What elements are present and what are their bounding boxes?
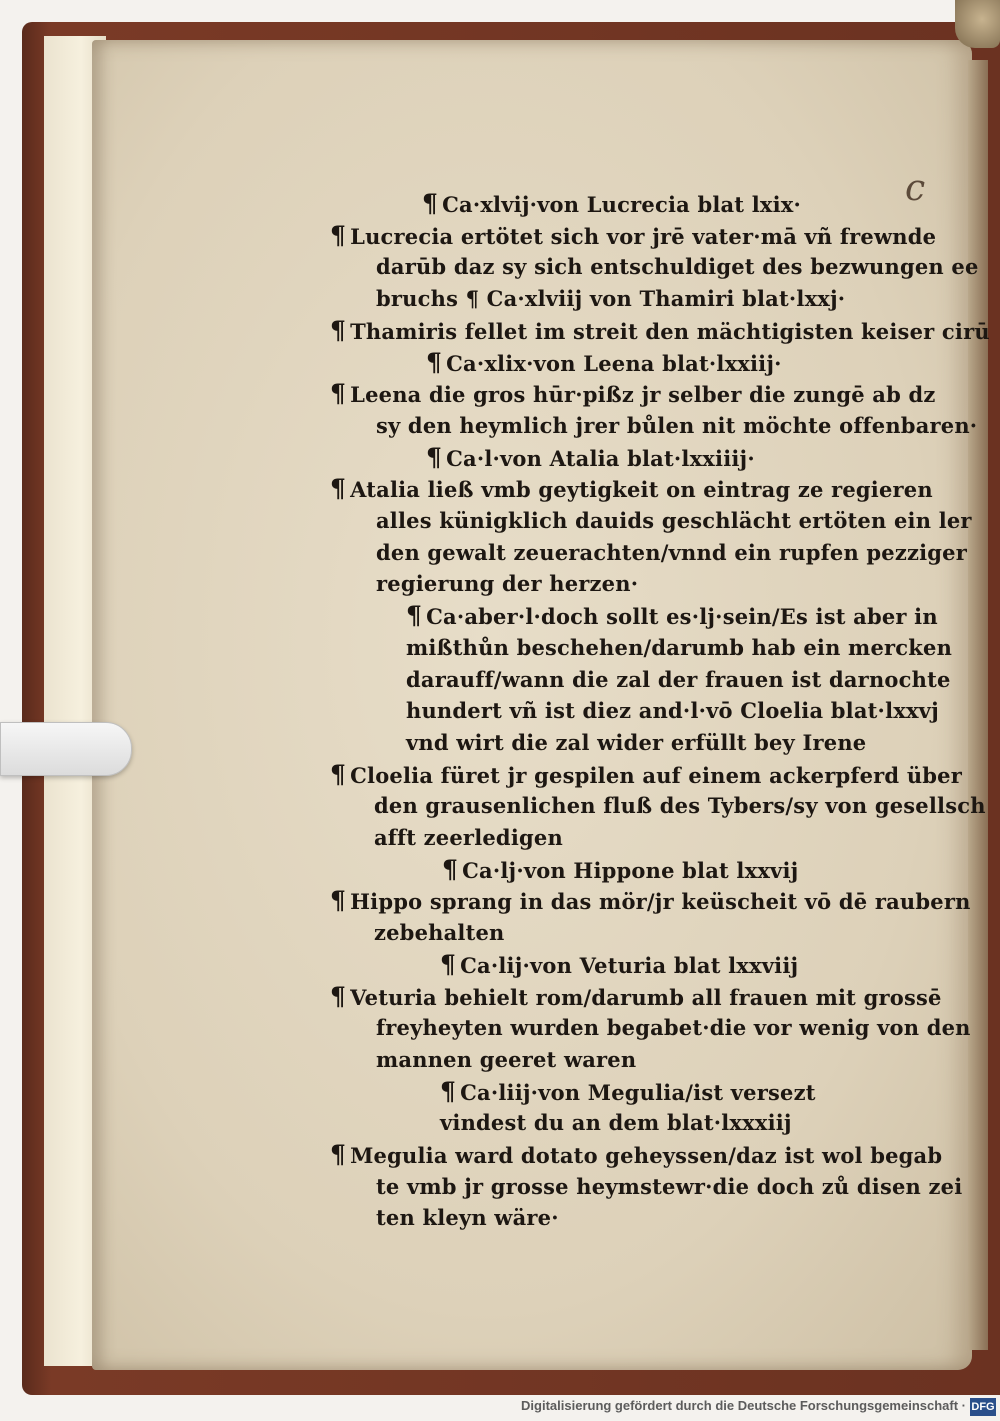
line-text: Ca·aber·l·doch sollt es·lj·sein/Es ist aber in [426, 604, 938, 630]
text-line [376, 507, 972, 534]
line-text: Atalia ließ vmb geytigkeit on eintrag ze regieren [350, 477, 933, 503]
line-text: Megulia ward dotato geheyssen/daz ist wol begab [350, 1143, 943, 1168]
line-text: vindest du an dem blat·lxxxiij [440, 1110, 792, 1136]
pilcrow-icon: ¶ [330, 981, 347, 1011]
text-line [330, 1141, 942, 1169]
pilcrow-icon: ¶ [442, 854, 459, 884]
line-text: Ca·liij·von Megulia/ist versezt [460, 1079, 816, 1105]
text-line [374, 919, 505, 946]
pilcrow-icon: ¶ [330, 886, 347, 916]
pilcrow-icon: ¶ [330, 379, 347, 409]
line-text: zebehalten [374, 920, 505, 946]
dfg-logo: DFG [970, 1398, 996, 1416]
text-line [376, 1173, 962, 1200]
text-line [374, 792, 986, 819]
text-line [376, 570, 638, 597]
line-text: Veturia behielt rom/darumb all frauen mit grossē [350, 984, 942, 1010]
text-line [406, 602, 938, 630]
line-text: Ca·xlvij·von Lucrecia blat lxix· [442, 192, 802, 217]
line-text: Lucrecia ertötet sich vor jrē vater·mā vñ frewnde [350, 223, 937, 249]
text-line [374, 824, 563, 851]
text-line [406, 729, 866, 756]
line-text: te vmb jr grosse heymstewr·die doch zů disen zei [376, 1173, 963, 1199]
text-line [440, 1109, 792, 1136]
pilcrow-icon: ¶ [422, 189, 439, 218]
pilcrow-icon: ¶ [330, 315, 347, 345]
line-text: alles künigklich dauids geschlächt ertöten ein ler [376, 508, 972, 533]
line-text: Cloelia füret jr gespilen auf einem ackerpferd über [350, 762, 962, 788]
pilcrow-icon: ¶ [440, 1076, 457, 1106]
text-line [330, 380, 935, 408]
pilcrow-icon: ¶ [440, 949, 457, 979]
text-line [376, 1204, 559, 1231]
line-text: Ca·lj·von Hippone blat lxxvij [462, 857, 799, 883]
line-text: Hippo sprang in das mör/jr keüscheit vō dē raubern [350, 889, 971, 915]
text-line [330, 983, 942, 1011]
footer-bar [0, 1395, 1000, 1421]
line-text: Leena die gros hūr·pißz jr selber die zungē ab dz [350, 382, 936, 408]
line-text: regierung der herzen· [376, 571, 639, 597]
pilcrow-icon: ¶ [330, 220, 347, 250]
book-tie [955, 0, 1000, 48]
text-line [440, 951, 798, 979]
line-text: Thamiris fellet im streit den mächtigisten keiser cirū [350, 318, 990, 344]
text-line [442, 856, 798, 884]
pilcrow-icon: ¶ [406, 601, 423, 631]
line-text: sy den heymlich jrer bůlen nit möchte offenbaren· [376, 412, 978, 438]
folio-mark: c [905, 168, 926, 209]
text-line [330, 887, 971, 915]
line-text: den grausenlichen fluß des Tybers/sy von gesellsch [374, 793, 986, 819]
text-line [376, 253, 979, 280]
text-line [406, 666, 951, 693]
text-line [330, 761, 962, 789]
line-text: vnd wirt die zal wider erfüllt bey Irene [406, 729, 867, 755]
text-line [406, 697, 939, 724]
text-line [376, 1014, 971, 1041]
line-text: mannen geeret waren [376, 1046, 637, 1072]
text-line [376, 1046, 636, 1073]
line-text: ten kleyn wäre· [376, 1205, 559, 1231]
text-line [330, 317, 990, 345]
line-text: afft zeerledigen [374, 825, 563, 850]
line-text: darauff/wann die zal der frauen ist darnochte [406, 666, 951, 692]
text-line [426, 349, 782, 377]
line-text: den gewalt zeuerachten/vnnd ein rupfen pezziger [376, 539, 968, 565]
bookmark-ribbon [0, 722, 132, 776]
pilcrow-icon: ¶ [330, 759, 347, 789]
text-line [422, 190, 801, 218]
text-line [330, 475, 933, 503]
show-through [820, 1050, 880, 1068]
text-line [376, 539, 967, 566]
line-text: darūb daz sy sich entschuldiget des bezwungen ee [376, 254, 979, 280]
footer-credit: Digitalisierung gefördert durch die Deutsche Forschungsgemeinschaft · [521, 1398, 966, 1413]
text-line [330, 222, 936, 250]
line-text: Ca·xlix·von Leena blat·lxxiij· [446, 350, 782, 376]
text-line [440, 1078, 816, 1106]
text-line [376, 285, 845, 312]
line-text: bruchs ¶ Ca·xlviij von Thamiri blat·lxxj· [376, 286, 846, 312]
line-text: Ca·lij·von Veturia blat lxxviij [460, 952, 799, 978]
line-text: Ca·l·von Atalia blat·lxxiiij· [446, 445, 755, 471]
line-text: mißthůn beschehen/darumb hab ein mercken [406, 634, 953, 660]
text-line [376, 412, 977, 439]
line-text: hundert vñ ist diez and·l·vō Cloelia blat·lxxvj [406, 698, 939, 724]
text-line [406, 634, 952, 661]
pilcrow-icon: ¶ [426, 347, 443, 377]
pilcrow-icon: ¶ [330, 1140, 347, 1169]
pilcrow-icon: ¶ [330, 474, 347, 504]
pilcrow-icon: ¶ [426, 442, 443, 472]
text-line [426, 444, 755, 472]
line-text: freyheyten wurden begabet·die vor wenig von den [376, 1015, 971, 1041]
